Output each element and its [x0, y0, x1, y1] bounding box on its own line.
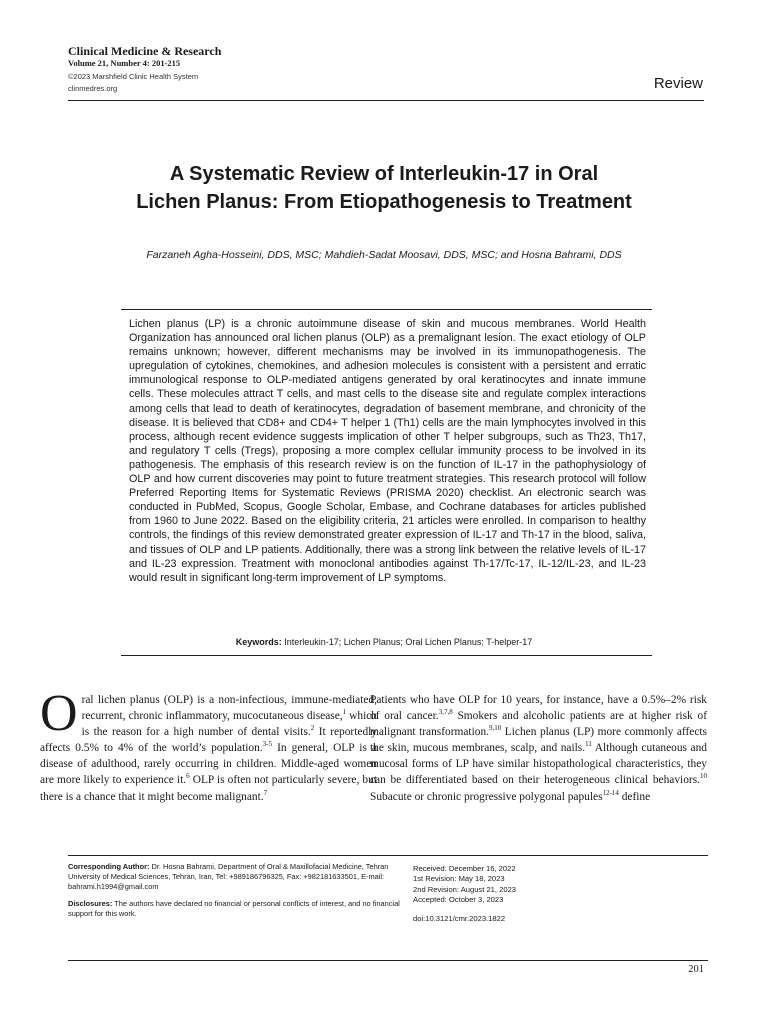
- citation-ref[interactable]: 6: [186, 772, 190, 781]
- keywords: [60, 637, 708, 647]
- disclosures-label: Disclosures:: [68, 898, 113, 908]
- citation-ref[interactable]: 12-14: [602, 788, 619, 797]
- bottom-rule: [68, 960, 708, 961]
- revision-1-date: 1st Revision: May 18, 2023: [413, 874, 505, 884]
- journal-name: Clinical Medicine & Research: [68, 44, 222, 58]
- body-sentence: Lichen planus (LP) more commonly affects the skin, mucous membranes, scalp, and nails.: [370, 726, 707, 755]
- citation-ref[interactable]: 2: [310, 724, 315, 733]
- article-title: [60, 160, 708, 216]
- body-sentence: Although cutaneous and mucosal forms of LP have similar histopathological characteristics, they can be differentiated based on their heterogeneous clinical behaviors.: [370, 742, 707, 787]
- title-line-2: Lichen Planus: From Etiopathogenesis to Treatment: [136, 191, 632, 213]
- body-sentence: It reportedly affects 0.5% to 4% of the world’s population.: [40, 726, 377, 755]
- body-column-left: [40, 685, 377, 805]
- article-history: [413, 864, 516, 924]
- body-sentence: Patients who have OLP for 10 years, for instance, have a 0.5%–2% risk of oral cancer.: [370, 694, 707, 723]
- footer-notes: [68, 862, 400, 919]
- body-sentence: which is the reason for a high number of dental visits.: [81, 710, 377, 739]
- body-sentence: define: [618, 790, 651, 803]
- corresponding-author: [68, 862, 400, 893]
- abstract-top-rule: [121, 309, 652, 310]
- citation-ref[interactable]: 1: [342, 708, 347, 717]
- header-rule: [68, 100, 704, 101]
- body-sentence: OLP is often not particularly severe, but there is a chance that it might become malignant.: [40, 774, 377, 803]
- body-sentence: Smokers and alcoholic patients are at higher risk of malignant transformation.: [370, 710, 707, 739]
- received-date: Received: December 16, 2022: [413, 864, 516, 873]
- journal-website[interactable]: clinmedres.org: [68, 84, 118, 93]
- abstract: Lichen planus (LP) is a chronic autoimmune disease of skin and mucous membranes. World Health Organization has announced oral lichen planus (OLP) as a premalignant lesion. The exact etiology of OLP remains unknown; however, different mechanisms may be involved in its immunopathogenesis. The upregulation of cytokines, chemokines, and adhesion molecules is consistent with a persistent and erratic immunological response to OLP-mediated antigens generated by oral keratinocytes and innate immune cells. These molecules attract T cells, and mast cells to the disease site and regulate complex interactions among cells that lead to death of keratinocytes, degradation of basement membrane, and chronicity of the disease. It is believed that CD8+ and CD4+ T helper 1 (Th1) cells are the main lymphocytes involved in this process, although recent evidence suggests implication of other T helper subgroups, such as Th23, Th17, and regulatory T cells (Tregs), proposing a more complex cellular immunity process to be involved in its pathogenesis. The emphasis of this research review is on the function of IL-17 in the pathophysiology of OLP and how current discoveries may point to future treatment strategies. This research protocol will follow Preferred Reporting Items for Systematic Reviews (PRISMA 2020) checklist. An electronic search was conducted in PubMed, Scopus, Google Scholar, Embase, and Cochrane databases for articles published from 1960 to June 2022. Based on the eligibility criteria, 21 articles were enrolled. In comparison to healthy controls, the findings of this review demonstrated greater expression of IL-17 and Th-17 in the blood, saliva, and tissues of OLP and LP patients. Additionally, there was a strong link between the relative levels of IL-17 and IL-23 expression. Treatment with monoclonal antibodies against Th-17/Tc-17, IL-12/IL-23, and IL-23 would result in significant long-term improvement of LP symptoms.: [129, 318, 646, 584]
- revision-2-date: 2nd Revision: August 21, 2023: [413, 884, 517, 894]
- body-sentence: Subacute or chronic progressive polygonal papules: [370, 790, 603, 803]
- body-column-right: [370, 692, 707, 805]
- abstract-bottom-rule: [121, 655, 652, 656]
- disclosures: [68, 899, 400, 919]
- section-label: Review: [653, 75, 703, 92]
- citation-ref[interactable]: 3,7,8: [438, 708, 453, 717]
- keywords-label: Keywords:: [235, 637, 282, 647]
- copyright: ©2023 Marshfield Clinic Health System: [68, 72, 199, 81]
- corresponding-label: Corresponding Author:: [68, 862, 150, 871]
- page-number: 201: [688, 964, 704, 975]
- citation-ref[interactable]: 10: [700, 772, 707, 781]
- footer-rule: [68, 855, 708, 856]
- accepted-date: Accepted: October 3, 2023: [413, 895, 504, 905]
- body-text-right: [370, 694, 707, 803]
- body-text-left: [40, 685, 377, 803]
- body-sentence: In general, OLP is a disease of adulthood, rarely occurring in children. Middle-aged women are more likely to experience it.: [40, 742, 377, 787]
- title-line-1: A Systematic Review of Interleukin-17 in Oral: [169, 163, 599, 185]
- keywords-list: Interleukin-17; Lichen Planus; Oral Lichen Planus; T-helper-17: [284, 637, 533, 647]
- doi[interactable]: doi:10.3121/cmr.2023.1822: [413, 913, 506, 923]
- citation-ref[interactable]: 7: [263, 788, 268, 797]
- citation-ref[interactable]: 3-5: [262, 740, 272, 749]
- citation-ref[interactable]: 11: [585, 740, 592, 749]
- citation-ref[interactable]: 9,10: [489, 724, 502, 733]
- body-sentence: ral lichen planus (OLP) is a non-infectious, immune-mediated, recurrent, chronic inflammatory, mucocutaneous disease,: [81, 694, 377, 723]
- disclosures-text: The authors have declared no financial or personal conflicts of interest, and no financial support for this work.: [68, 898, 400, 918]
- volume-info: Volume 21, Number 4: 201-215: [68, 58, 181, 68]
- corresponding-text: Dr. Hosna Bahrami, Department of Oral & Maxillofacial Medicine, Tehran University of Medical Sciences, Tehran, Iran, Tel: +989186796325, Fax: +982181633501, E-mail: bahrami.h1994@gmail.com: [68, 862, 389, 892]
- drop-cap: O: [40, 685, 78, 742]
- author-list: Farzaneh Agha-Hosseini, DDS, MSC; Mahdieh-Sadat Moosavi, DDS, MSC; and Hosna Bahrami, DDS: [146, 249, 622, 261]
